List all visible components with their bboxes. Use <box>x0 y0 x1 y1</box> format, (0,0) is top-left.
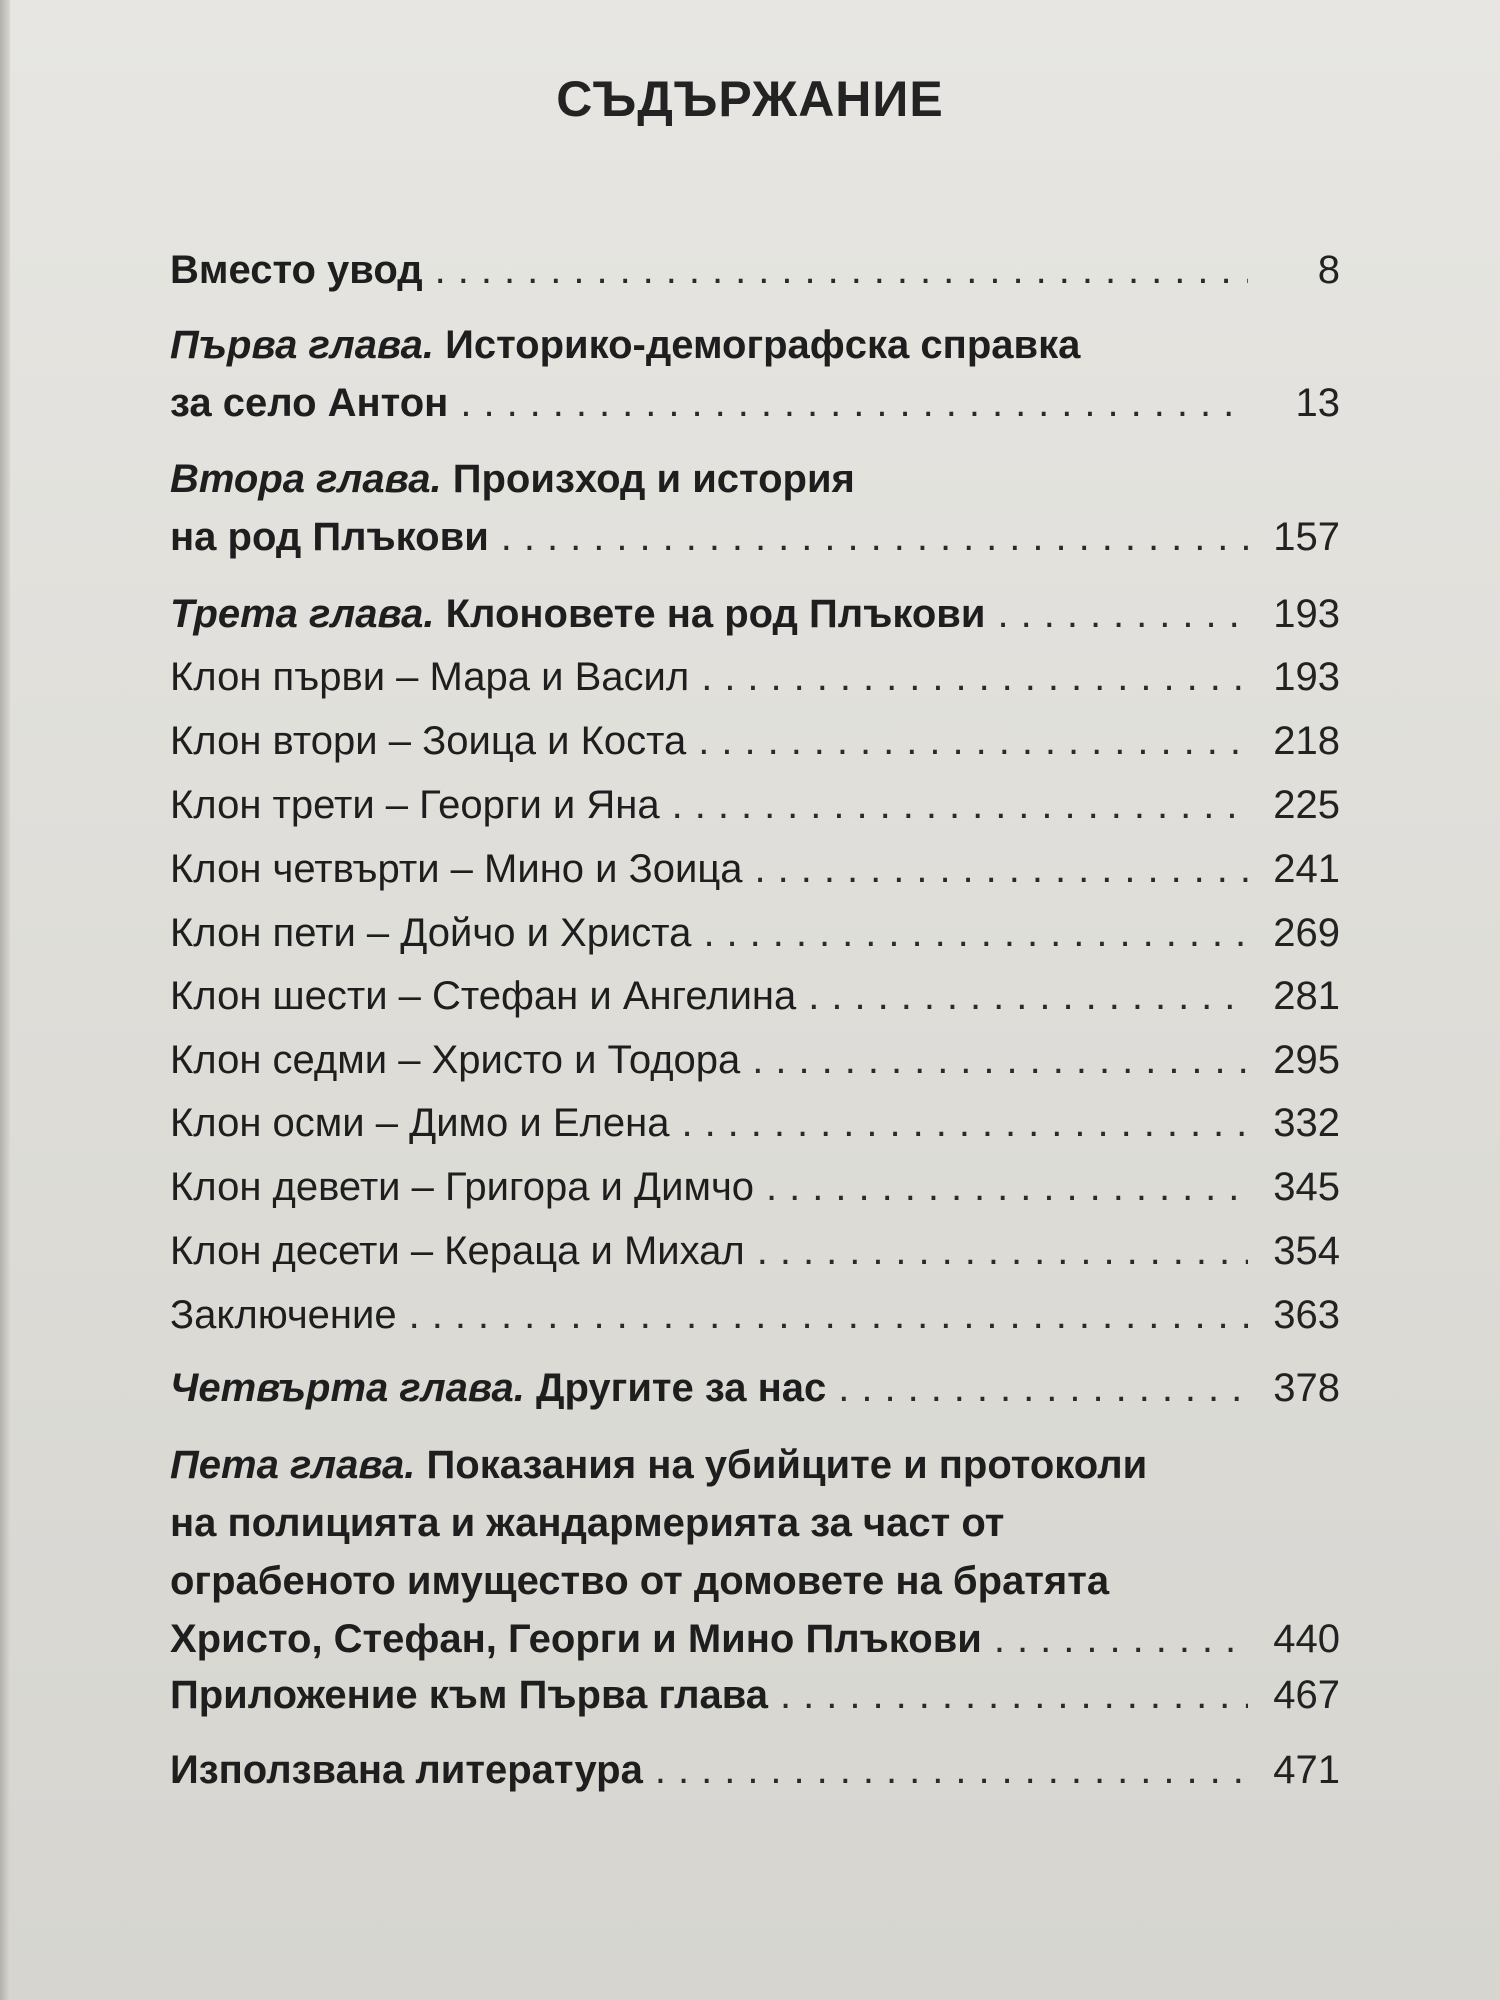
toc-entry-text: Клон втори – Зоица и Коста <box>170 719 687 763</box>
toc-page-number: 193 <box>1273 592 1340 636</box>
table-of-contents <box>170 0 1340 2000</box>
leader-dots <box>435 241 1248 299</box>
leader-dots <box>501 508 1248 566</box>
toc-entry <box>170 1158 1340 1216</box>
toc-entry <box>170 585 1340 643</box>
toc-page-number: 363 <box>1273 1293 1340 1337</box>
toc-entry-text: Вместо увод <box>170 248 423 292</box>
toc-page-number: 354 <box>1273 1229 1340 1273</box>
page-title: СЪДЪРЖАНИЕ <box>556 71 944 127</box>
toc-entry <box>170 967 1340 1025</box>
leader-dots <box>997 585 1248 643</box>
toc-page-number: 332 <box>1273 1101 1340 1145</box>
toc-page-number: 218 <box>1273 719 1340 763</box>
toc-entry <box>170 1666 1340 1724</box>
leader-dots <box>655 1741 1248 1799</box>
toc-entry <box>170 316 1340 432</box>
chapter-label: Трета глава. <box>170 592 435 636</box>
leader-dots <box>780 1666 1248 1724</box>
leader-dots <box>703 904 1248 962</box>
page-spine-shadow <box>0 0 10 2000</box>
toc-page-number: 269 <box>1273 911 1340 955</box>
toc-page-number: 471 <box>1273 1748 1340 1792</box>
toc-entry <box>170 1741 1340 1799</box>
toc-entry-text: Показания на убийците и протоколи <box>426 1443 1148 1487</box>
leader-dots <box>757 1222 1248 1280</box>
toc-entry-text: Клон първи – Мара и Васил <box>170 655 690 699</box>
toc-entry <box>170 776 1340 834</box>
toc-page-number: 281 <box>1273 974 1340 1018</box>
toc-page-number: 8 <box>1317 248 1340 292</box>
toc-entry <box>170 712 1340 770</box>
toc-page-number: 193 <box>1273 655 1340 699</box>
toc-page-number: 241 <box>1273 847 1340 891</box>
toc-page-number: 440 <box>1273 1617 1340 1661</box>
toc-entry-text: Използвана литература <box>170 1748 643 1792</box>
toc-page-number: 378 <box>1273 1366 1340 1410</box>
leader-dots <box>701 648 1248 706</box>
toc-entry-text: Клон осми – Димо и Елена <box>170 1101 670 1145</box>
toc-entry-text: Заключение <box>170 1293 397 1337</box>
leader-dots <box>766 1158 1248 1216</box>
chapter-label: Първа глава. <box>170 323 434 367</box>
toc-page-number: 157 <box>1273 515 1340 559</box>
toc-entry <box>170 1286 1340 1344</box>
leader-dots <box>698 712 1248 770</box>
leader-dots <box>755 840 1248 898</box>
toc-entry-text: Произход и история <box>452 457 855 501</box>
toc-entry-text: на род Плъкови <box>170 515 489 559</box>
toc-page-number: 295 <box>1273 1038 1340 1082</box>
toc-entry <box>170 450 1340 566</box>
toc-entry-text: Клоновете на род Плъкови <box>445 592 986 636</box>
toc-entry-text: Клон десети – Кераца и Михал <box>170 1229 745 1273</box>
toc-entry-text: за село Антон <box>170 381 449 425</box>
toc-entry <box>170 648 1340 706</box>
chapter-label: Втора глава. <box>170 457 442 501</box>
toc-entry-text: Клон седми – Христо и Тодора <box>170 1038 741 1082</box>
toc-page-number: 467 <box>1273 1673 1340 1717</box>
toc-entry <box>170 1031 1340 1089</box>
toc-entry-text: ограбеното имущество от домовете на братята <box>170 1559 1110 1603</box>
toc-entry-text: Приложение към Първа глава <box>170 1673 769 1717</box>
toc-page-number: 345 <box>1273 1165 1340 1209</box>
toc-page-number: 13 <box>1295 381 1340 425</box>
chapter-label: Четвърта глава. <box>170 1366 525 1410</box>
toc-entry-text: Клон трети – Георги и Яна <box>170 783 660 827</box>
leader-dots <box>752 1031 1248 1089</box>
leader-dots <box>460 374 1248 432</box>
leader-dots <box>409 1286 1248 1344</box>
toc-entry <box>170 904 1340 962</box>
leader-dots <box>994 1610 1248 1668</box>
leader-dots <box>808 967 1248 1025</box>
toc-entry-text: Клон пети – Дойчо и Христа <box>170 911 692 955</box>
toc-page-number: 225 <box>1273 783 1340 827</box>
toc-entry <box>170 241 1340 299</box>
toc-entry <box>170 1222 1340 1280</box>
toc-entry <box>170 1436 1340 1668</box>
toc-entry-text: Историко-демографска справка <box>445 323 1081 367</box>
toc-entry-text: Клон шести – Стефан и Ангелина <box>170 974 797 1018</box>
leader-dots <box>838 1359 1248 1417</box>
leader-dots <box>681 1094 1248 1152</box>
leader-dots <box>672 776 1248 834</box>
toc-entry-text: Христо, Стефан, Георги и Мино Плъкови <box>170 1617 982 1661</box>
toc-entry <box>170 840 1340 898</box>
toc-entry-text: Клон девети – Григора и Димчо <box>170 1165 755 1209</box>
toc-entry-text: Клон четвърти – Мино и Зоица <box>170 847 743 891</box>
toc-entry-text: Другите за нас <box>536 1366 827 1410</box>
toc-entry <box>170 1094 1340 1152</box>
chapter-label: Пета глава. <box>170 1443 416 1487</box>
toc-entry <box>170 1359 1340 1417</box>
toc-entry-text: на полицията и жандармерията за част от <box>170 1501 1005 1545</box>
